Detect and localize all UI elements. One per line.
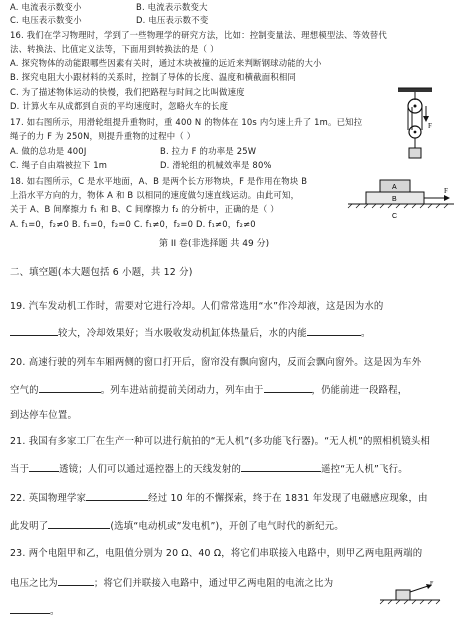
q15-option-d: D. 电压表示数不变 bbox=[136, 15, 209, 25]
q20-line1: 20. 高速行驶的列车车厢两侧的窗口打开后，窗帘没有飘向窗内，反而会飘向窗外。这是因为车外 bbox=[10, 357, 422, 368]
pulley-force-label: F bbox=[428, 122, 432, 130]
q18-stem-line3: 关于 A、B 间摩擦力 f₁ 和 B、C 间摩擦力 f₂ 的分析中，正确的是（ ） bbox=[10, 204, 279, 214]
q17-stem-line1: 17. 如右图所示，用滑轮组提升重物时，重 400 N 的物体在 10s 内匀速上升了 1m。已知拉 bbox=[10, 117, 363, 127]
q16-stem-line1: 16. 我们在学习物理时，学到了一些物理学的研究方法，比如：控制变量法、理想模型法、等效替代 bbox=[10, 30, 387, 40]
q16-option-a: A. 探究物体的动能跟哪些因素有关时，通过木块被撞的远近来判断钢球动能的大小 bbox=[10, 58, 322, 68]
q20-blank-2[interactable] bbox=[264, 383, 312, 393]
blocks-diagram bbox=[348, 180, 454, 228]
small-force-label: F bbox=[430, 581, 434, 587]
q20-blank-1[interactable] bbox=[39, 383, 101, 393]
q15-option-b: B. 电流表示数变大 bbox=[136, 2, 208, 12]
q18-stem-line1: 18. 如右图所示，C 是水平地面，A、B 是两个长方形物块，F 是作用在物块 B bbox=[10, 176, 308, 186]
q22-line2: 此发明了 (选填“电动机或”发电机”)，开创了电气时代的新纪元。 bbox=[10, 521, 344, 532]
q23-blank-2[interactable] bbox=[10, 604, 50, 614]
q17-stem-line2: 绳子的力 F 为 250N，则提升重物的过程中（ ） bbox=[10, 131, 196, 141]
q20-line2: 空气的 。列车进站前提前关闭动力，列车由于 ，仍能前进一段路程， bbox=[10, 385, 408, 396]
q15-option-c: C. 电压表示数变小 bbox=[10, 15, 82, 25]
q16-stem-line2: 法、转换法、比值定义法等，下面用到转换法的是（ ） bbox=[10, 44, 219, 54]
q23-line3: 。 bbox=[10, 604, 60, 618]
q18-stem-line2: 上沿水平方向的力，物体 A 和 B 以相同的速度做匀速直线运动。由此可知， bbox=[10, 190, 300, 200]
q21-line2: 当于 透镜；人们可以通过遥控器上的天线发射的 遥控“无人机”飞行。 bbox=[10, 464, 408, 475]
q22-blank-2[interactable] bbox=[48, 519, 110, 529]
q21-line1: 21. 我国有多家工厂在生产一种可以进行航拍的“无人机”(多功能飞行器)。“无人机”的照相机镜头相 bbox=[10, 436, 431, 447]
q16-option-d: D. 计算火车从成都到自贡的平均速度时，忽略火车的长度 bbox=[10, 101, 229, 111]
q23-line2: 电压之比为 ；将它们并联接入电路中，通过甲乙两电阻的电流之比为 bbox=[10, 578, 334, 589]
q23-line1: 23. 两个电阻甲和乙，电阻值分别为 20 Ω、40 Ω，将它们串联接入电路中，则甲乙两电阻两端的 bbox=[10, 548, 423, 559]
block-a-label: A bbox=[392, 184, 397, 191]
q23-blank-1[interactable] bbox=[58, 576, 94, 586]
q22-line1: 22. 英国物理学家 经过 10 年的不懈探索，终于在 1831 年发现了电磁感应现象，由 bbox=[10, 493, 428, 504]
q17-option-c: C. 绳子自由端被拉下 1m bbox=[10, 160, 108, 170]
block-b-label: B bbox=[392, 196, 397, 203]
q17-option-d: D. 滑轮组的机械效率是 80% bbox=[160, 160, 272, 170]
block-on-surface-diagram bbox=[380, 582, 440, 610]
q15-option-a: A. 电流表示数变小 bbox=[10, 2, 82, 12]
q17-option-b: B. 拉力 F 的功率是 25W bbox=[160, 146, 257, 156]
q20-line3: 到达停车位置。 bbox=[10, 410, 78, 421]
q16-option-c: C. 为了描述物体运动的快慢，我们把路程与时间之比叫做速度 bbox=[10, 87, 245, 97]
q19-blank-1[interactable] bbox=[10, 326, 58, 336]
pulley-diagram bbox=[390, 88, 440, 170]
q17-option-a: A. 做的总功是 400J bbox=[10, 146, 87, 156]
ground-c-label: C bbox=[392, 213, 398, 220]
fill-in-heading: 二、填空题(本大题包括 6 小题，共 12 分) bbox=[10, 267, 193, 278]
q16-option-b: B. 探究电阻大小跟材料的关系时，控制了导体的长度、温度和横截面积相同 bbox=[10, 72, 297, 82]
q22-blank-1[interactable] bbox=[86, 491, 148, 501]
q21-blank-1[interactable] bbox=[29, 462, 59, 472]
section-title: 第 II 卷(非选择题 共 49 分) bbox=[159, 239, 270, 249]
q19-blank-2[interactable] bbox=[307, 326, 361, 336]
q19-line2: 较大，冷却效果好；当水吸收发动机缸体热量后，水的内能 。 bbox=[10, 326, 371, 340]
q19-line1: 19. 汽车发动机工作时，需要对它进行冷却。人们常常选用“水”作冷却液，这是因为水的 bbox=[10, 301, 384, 312]
force-f-label: F bbox=[444, 187, 448, 195]
q21-blank-2[interactable] bbox=[241, 462, 321, 472]
q18-options: A. f₁=0，f₂≠0 B. f₁=0，f₂=0 C. f₁≠0，f₂=0 D. f₁≠0，f₂≠0 bbox=[10, 219, 256, 229]
